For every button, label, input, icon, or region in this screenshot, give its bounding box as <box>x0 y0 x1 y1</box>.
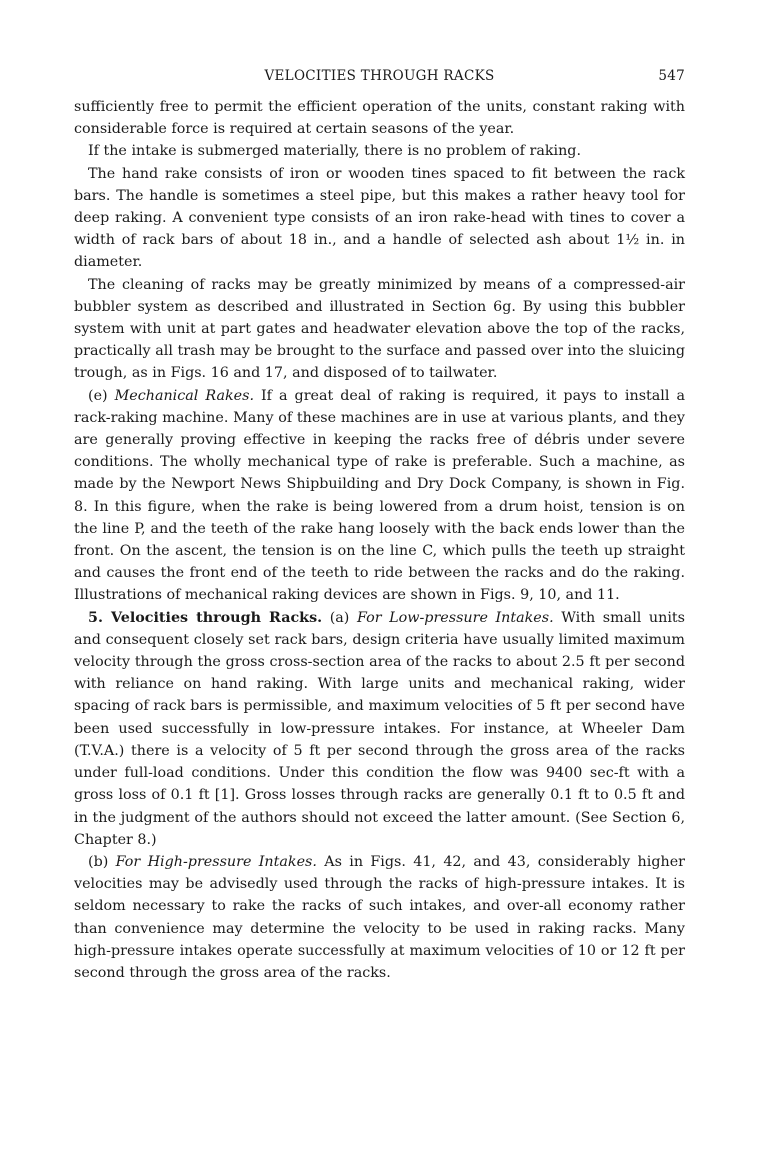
paragraph-high-pressure-intakes <box>74 851 685 984</box>
subsection-label: For High-pressure Intakes. <box>115 853 317 870</box>
running-header <box>74 68 685 88</box>
body-text <box>74 96 685 984</box>
subsection-label: For Low-pressure Intakes. <box>356 609 554 626</box>
running-title: VELOCITIES THROUGH RACKS <box>264 68 495 84</box>
subsection-prefix: (b) <box>88 853 116 870</box>
paragraph-mechanical-rakes <box>74 385 685 607</box>
paragraph-text: If a great deal of raking is required, it pays to install a rack-raking machine. Many of these machines are in use at various plants, and they are generally proving effective in keeping the racks free of débris under severe conditions. The wholly mechanical type of rake is preferable. Such a machine, as made by the Newport News Shipbuilding and Dry Dock Company, is shown in Fig. 8. In this figure, when the rake is being lowered from a drum hoist, tension is on the line P, and the teeth of the rake hang loosely with the back ends lower than the front. On the ascent, the tension is on the line C, which pulls the teeth up straight and causes the front end of the teeth to ride between the racks and do the raking. Illustrations of mechanical raking devices are shown in Figs. 9, 10, and 11. <box>74 387 685 604</box>
page-number: 547 <box>658 68 685 84</box>
paragraph-text: As in Figs. 41, 42, and 43, considerably higher velocities may be advisedly used through the racks of high-pressure intakes. It is seldom necessary to rake the racks of such intakes, and over-all economy rather than convenience may determine the velocity to be used in raking racks. Many high-pressure intakes operate successfully at maximum velocities of 10 or 12 ft per second through the gross area of the racks. <box>74 853 685 981</box>
paragraph-bubbler-system <box>74 274 685 385</box>
subsection-label: Mechanical Rakes. <box>114 387 255 404</box>
paragraph-text: The hand rake consists of iron or wooden tines spaced to fit between the rack bars. The handle is sometimes a steel pipe, but this makes a rather heavy tool for deep raking. A convenient type consists of an iron rake-head with tines to cover a width of rack bars of about 18 in., and a handle of selected ash about 1½ in. in diameter. <box>74 165 685 271</box>
paragraph-text: The cleaning of racks may be greatly minimized by means of a compressed-air bubbler system as described and illustrated in Section 6g. By using this bubbler system with unit at part gates and headwater elevation above the top of the racks, practically all trash may be brought to the surface and passed over into the sluicing trough, as in Figs. 16 and 17, and disposed of to tailwater. <box>74 276 685 382</box>
subsection-prefix: (e) <box>88 387 115 404</box>
paragraph-text: With small units and consequent closely set rack bars, design criteria have usually limited maximum velocity through the gross cross-section area of the racks to about 2.5 ft per second with reliance on hand raking. With large units and mechanical raking, wider spacing of rack bars is permissible, and maximum velocities of 5 ft per second have been used successfully in low-pressure intakes. For instance, at Wheeler Dam (T.V.A.) there is a velocity of 5 ft per second through the gross area of the racks under full-load conditions. Under this condition the flow was 9400 sec-ft with a gross loss of 0.1 ft [1]. Gross losses through racks are generally 0.1 ft to 0.5 ft and in the judgment of the authors should not exceed the latter amount. (See Section 6, Chapter 8.) <box>74 609 685 848</box>
paragraph-text: sufficiently free to permit the efficient operation of the units, constant raking with considerable force is required at certain seasons of the year. <box>74 99 685 138</box>
paragraph-continuation <box>74 96 685 140</box>
section-heading: 5. Velocities through Racks. <box>88 609 323 626</box>
paragraph-velocities-low-pressure <box>74 607 685 851</box>
paragraph-hand-rake <box>74 163 685 274</box>
paragraph-submerged-intake <box>74 140 685 162</box>
subsection-prefix: (a) <box>322 609 357 626</box>
paragraph-text: If the intake is submerged materially, there is no problem of raking. <box>88 143 581 160</box>
